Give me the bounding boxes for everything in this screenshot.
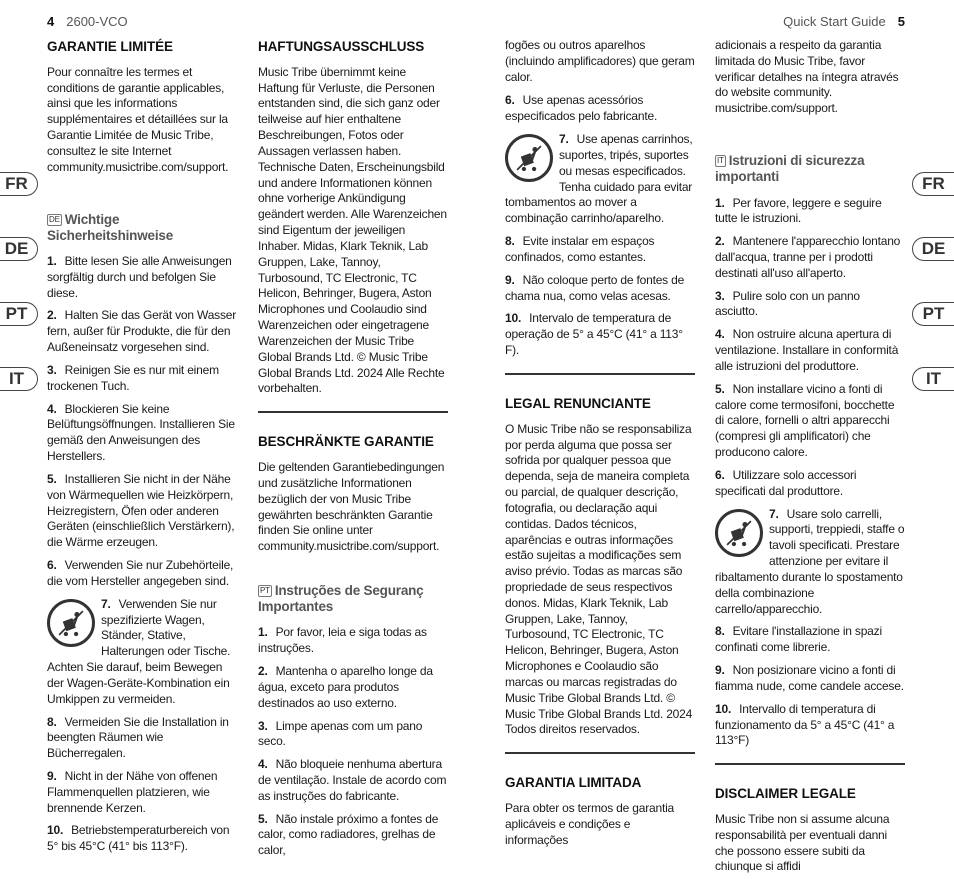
item-number: 7. — [769, 506, 779, 521]
list-item — [258, 812, 448, 859]
item-text: Use apenas acessórios especificados pelo fabricante. — [505, 93, 658, 124]
lang-tab-it-left[interactable]: IT — [0, 367, 38, 391]
item-number: 2. — [47, 308, 57, 323]
item-number: 2. — [715, 234, 725, 249]
it-safety-title: Istruzioni di sicurezza importanti — [715, 153, 865, 185]
item-text: Verwenden Sie nur spezifizierte Wagen, Ständer, Stative, Halterungen oder Tische. Achten Sie darauf, beim Bewegen der Wagen-Geräte-Kombination ein Umkippen zu vermeiden. — [47, 596, 231, 706]
item-text: Bitte lesen Sie alle Anweisungen sorgfältig durch und befolgen Sie diese. — [47, 253, 232, 300]
section-divider — [505, 373, 695, 375]
it-disclaimer-heading: DISCLAIMER LEGALE — [715, 786, 856, 802]
item-text: Não bloqueie nenhuma abertura de ventilação. Instale de acordo com as instruções do fabricante. — [258, 757, 447, 803]
list-item — [715, 468, 905, 500]
item-number: 4. — [715, 327, 725, 342]
list-item — [505, 311, 695, 358]
item-number: 7. — [559, 132, 569, 147]
item-number: 6. — [47, 558, 57, 573]
item-text: Verwenden Sie nur Zubehörteile, die vom Hersteller angegeben sind. — [47, 558, 234, 588]
pt-legal-heading: LEGAL RENUNCIANTE — [505, 395, 651, 411]
lang-tab-fr-right[interactable]: FR — [912, 172, 954, 196]
lang-tab-it-right[interactable]: IT — [912, 367, 954, 391]
list-item — [505, 234, 695, 266]
item-number: 5. — [47, 471, 57, 486]
de-language-badge: DE — [49, 214, 60, 224]
item-text: Halten Sie das Gerät von Wasser fern, außer für Produkte, die für den Außeneinsatz vorgesehen sind. — [47, 308, 237, 355]
de-disclaimer-text: Music Tribe übernimmt keine Haftung für Verluste, die Personen entstanden sind, die sich ganz oder teilweise auf hier enthaltene Beschreibungen, Fotos oder Aussagen verlassen haben. Technische Daten, Erscheinungsbild und andere Informationen können ohne vorherige Ankündigung geändert werden. Alle Warenzeichen sind Eigentum der jeweiligen Inhaber. Midas, Klark Teknik, Lab Gruppen, Lake, Tannoy, Turbosound, TC Electronic, TC Helicon, Behringer, Bugera, Aston Microphones und Coolaudio sind Warenzeichen oder eingetragene Warenzeichen der Music Tribe Global Brands Ltd. © Music Tribe Global Brands Ltd. 2024 Alle Rechte vorbehalten. — [258, 64, 447, 396]
item-text: Nicht in der Nähe von offenen Flammenquellen platzieren, wie brennende Kerzen. — [47, 769, 218, 815]
column-4 — [715, 38, 905, 883]
cart-tipover-warning-icon — [715, 509, 763, 557]
item-number: 1. — [715, 195, 725, 210]
item-number: 8. — [715, 624, 725, 639]
item-text: Betriebstemperaturbereich von 5° bis 45°C (41° bis 113°F). — [47, 823, 230, 854]
section-divider — [505, 752, 695, 754]
item-text: Mantenha o aparelho longe da água, exceto para produtos destinados ao uso externo. — [258, 664, 433, 710]
item-number: 9. — [505, 272, 515, 287]
column-1 — [47, 38, 237, 862]
pt-warranty-continued: adicionais a respeito da garantia limitada do Music Tribe, favor verificar detalhes na íntegra através do website community. musictribe.com/support. — [715, 38, 899, 116]
item-text: Reinigen Sie es nur mit einem trockenen Tuch. — [47, 362, 219, 393]
item-number: 10. — [505, 311, 522, 326]
list-item — [715, 234, 905, 281]
item-text: Não coloque perto de fontes de chama nua, como velas acesas. — [505, 272, 685, 303]
page-number-left: 4 — [47, 14, 55, 29]
de-safety-heading — [47, 212, 237, 244]
list-item — [47, 823, 237, 855]
item-number: 4. — [258, 757, 268, 772]
pt-safety-heading — [258, 583, 448, 615]
item-number: 4. — [47, 401, 57, 416]
item-text: Non ostruire alcuna apertura di ventilazione. Installare in conformità alle istruzioni del produttore. — [715, 327, 899, 373]
list-item — [47, 472, 237, 551]
item-text: Vermeiden Sie die Installation in beengten Räumen wie Bücherregalen. — [47, 714, 229, 761]
item-number: 8. — [505, 234, 515, 249]
list-item — [47, 308, 237, 355]
item-text: Use apenas carrinhos, suportes, tripés, suportes ou mesas especificados. Tenha cuidado para evitar tombamentos ao mover a combinação carrinho/aparelho. — [505, 132, 693, 226]
list-item — [258, 664, 448, 711]
pt-legal-text: O Music Tribe não se responsabiliza por perda alguma que possa ser sofrida por qualquer pessoa que dependa, seja de maneira completa ou parcial, de qualquer descrição, fotografia, ou declaração aqui contidas. Dados técnicos, aparências e outras informações estão sujeitas a modificações sem aviso prévio. Todas as marcas são propriedade de seus respectivos donos. Midas, Klark Teknik, Lab Gruppen, Lake, Tannoy, Turbosound, TC Electronic, TC Helicon, Behringer, Bugera, Aston Microphones e Coolaudio são marcas ou marcas registradas do Music Tribe Global Brands Ltd. © Music Tribe Global Brands Ltd. 2024 Todos direitos reservados. — [505, 421, 693, 737]
list-item — [258, 757, 448, 804]
cart-tipover-warning-icon — [505, 134, 553, 182]
item-text: Non installare vicino a fonti di calore come termosifoni, bocchette di calore, fornelli o altri apparecchi (compresi gli amplificatori) che producono calore. — [715, 381, 895, 460]
lang-tab-fr-left[interactable]: FR — [0, 172, 38, 196]
list-item — [47, 769, 237, 816]
section-divider — [258, 411, 448, 413]
list-item — [715, 327, 905, 374]
item-number: 10. — [47, 823, 64, 838]
list-item — [47, 402, 237, 465]
item-text: Installieren Sie nicht in der Nähe von Wärmequellen wie Heizkörpern, Heizregistern, Öfen oder anderen Geräten (einschließlich Verstärkern), die Wärme erzeugen. — [47, 471, 235, 550]
page-header-left — [47, 14, 128, 29]
list-item — [715, 196, 905, 228]
fr-warranty-heading: GARANTIE LIMITÉE — [47, 39, 173, 54]
list-item-with-warning — [715, 507, 905, 618]
item-text: Intervalo de temperatura de operação de 5° a 45°C (41° a 113° F). — [505, 311, 683, 358]
lang-tab-de-left[interactable]: DE — [0, 237, 38, 261]
lang-tab-pt-right[interactable]: PT — [912, 302, 954, 326]
pt-safety-title: Instruções de Seguranç Importantes — [258, 582, 424, 615]
item-number: 1. — [258, 625, 268, 640]
item-number: 9. — [47, 769, 57, 783]
cart-tipover-warning-icon — [47, 599, 95, 647]
list-item — [258, 719, 448, 751]
item-text: Não instale próximo a fontes de calor, como radiadores, grelhas de calor, — [258, 811, 439, 858]
list-item — [47, 363, 237, 395]
de-disclaimer-heading: HAFTUNGSAUSSCHLUSS — [258, 39, 425, 54]
pt-warranty-heading: GARANTIA LIMITADA — [505, 775, 642, 791]
it-safety-heading — [715, 153, 905, 185]
item-text: Mantenere l'apparecchio lontano dall'acqua, tranne per i prodotti destinati all'uso all'aperto. — [715, 234, 901, 280]
lang-tab-de-right[interactable]: DE — [912, 237, 954, 261]
item-number: 6. — [505, 93, 515, 108]
item-text: Evite instalar em espaços confinados, como estantes. — [505, 234, 655, 264]
item-number: 10. — [715, 701, 732, 716]
item-text: Pulire solo con un panno asciutto. — [715, 288, 860, 319]
item-text: Usare solo carrelli, supporti, treppiedi, staffe o tavoli specificati. Prestare attenzione per evitare il ribaltamento durante lo spostamento della combinazione carrello/apparecchio. — [715, 506, 905, 616]
de-warranty-text: Die geltenden Garantiebedingungen und zusätzliche Informationen bezüglich der von Music Tribe gewährten beschränkten Garantie finden Sie online unter community.musictribe.com/support. — [258, 460, 445, 554]
item-number: 2. — [258, 664, 268, 679]
item-number: 1. — [47, 253, 57, 268]
list-item-with-warning — [505, 132, 695, 227]
list-item — [715, 702, 905, 749]
pt-warranty-text: Para obter os termos de garantia aplicáveis e condições e informações — [505, 801, 675, 847]
guide-title: Quick Start Guide — [783, 14, 886, 29]
de-safety-title: Wichtige Sicherheitshinweise — [47, 211, 173, 243]
page-header-right — [783, 14, 905, 29]
pt-language-badge: PT — [260, 585, 270, 595]
column-2 — [258, 38, 448, 866]
product-name: 2600-VCO — [66, 14, 128, 29]
item-number: 9. — [715, 663, 725, 678]
item-text: Non posizionare vicino a fonti di fiamma nude, come candele accese. — [715, 663, 904, 693]
list-item — [47, 254, 237, 301]
page-number-right: 5 — [897, 14, 905, 29]
list-item-with-warning — [47, 597, 237, 708]
item-number: 5. — [258, 811, 268, 826]
item-number: 5. — [715, 381, 725, 396]
list-item — [505, 93, 695, 125]
list-item — [47, 715, 237, 762]
item-number: 3. — [258, 718, 268, 733]
item-text: Limpe apenas com um pano seco. — [258, 718, 423, 749]
it-disclaimer-text: Music Tribe non si assume alcuna responsabilità per eventuali danni che possono essere subiti da chiunque si affidi — [715, 812, 890, 874]
item-text: Por favor, leia e siga todas as instruções. — [258, 625, 427, 656]
column-3 — [505, 38, 695, 857]
item-text: Blockieren Sie keine Belüftungsöffnungen. Installieren Sie gemäß den Anweisungen des Herstellers. — [47, 401, 235, 464]
fr-warranty-text: Pour connaître les termes et conditions de garantie applicables, ainsi que les informations supplémentaires et détaillées sur la Garantie Limitée de Music Tribe, consultez le site Internet community.musictribe.com/support. — [47, 64, 229, 174]
list-item — [715, 624, 905, 656]
list-item — [715, 663, 905, 695]
it-language-badge: IT — [717, 156, 724, 166]
lang-tab-pt-left[interactable]: PT — [0, 302, 38, 326]
section-divider — [715, 763, 905, 765]
item-text: Intervallo di temperatura di funzionamento da 5° a 45°C (41° a 113°F) — [715, 701, 895, 748]
item-text: Per favore, leggere e seguire tutte le istruzioni. — [715, 195, 882, 226]
item-number: 6. — [715, 467, 725, 482]
item-number: 7. — [101, 596, 111, 611]
list-item — [715, 382, 905, 461]
item-text: Utilizzare solo accessori specificati dal produttore. — [715, 467, 857, 498]
item-text: Evitare l'installazione in spazi confinati come librerie. — [715, 624, 882, 655]
list-item — [715, 289, 905, 321]
item-number: 8. — [47, 714, 57, 729]
list-item — [47, 558, 237, 590]
item-number: 3. — [47, 362, 57, 377]
list-item — [505, 273, 695, 305]
de-warranty-heading: BESCHRÄNKTE GARANTIE — [258, 434, 434, 450]
list-item — [258, 625, 448, 657]
pt-item5-continued: fogões ou outros aparelhos (incluindo amplificadores) que geram calor. — [505, 38, 695, 84]
item-number: 3. — [715, 288, 725, 303]
